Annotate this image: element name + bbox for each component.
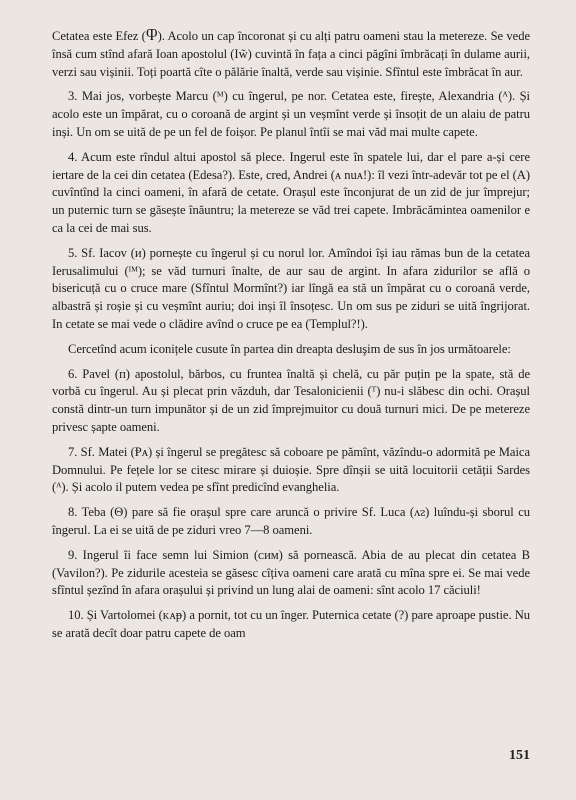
paragraph-10: 10. Și Vartolomei (ᴋᴀᵽ) a pornit, tot cu un înger. Puternica cetate (?) pare aproape pustie. Nu se arată decît doar patru capete de oam bbox=[52, 608, 530, 640]
page-body-text bbox=[52, 28, 530, 643]
paragraph-2: 3. Mai jos, vorbește Marcu (ᴹ) cu îngerul, pe nor. Cetatea este, firește, Alexandria (ᴬ). Și acolo este un împărat, cu o coroană de argint și un veșmînt verde și însoțit de un alaiu de patru inși. Un om se uită de pe un fel de foișor. Pe planul întîi se mai văd mai multe capete. bbox=[52, 89, 530, 139]
paragraph-7: 7. Sf. Matei (Ᵽᴀ) și îngerul se pregătesc să coboare pe pămînt, văzîndu-o adormită pe Maica Domnului. Pe fețele lor se citesc mirare și duioșie. Spre dînșii se uită locuitorii cetății Sardes (ᴬ). Și acolo il putem vedea pe sfînt predicînd evanghelia. bbox=[52, 444, 530, 495]
paragraph-3: 4. Acum este rîndul altui apostol să plece. Ingerul este în spatele lui, dar el pare a-și cere iertare de la cei din cetatea (Edesa?). Este, cred, Andrei (ᴀ nuᴀ!): îl vezi într-adevăr tot pe el (A) cuvîntînd la cinci oameni, în afară de cetate. Orașul este înconjurat de un zid de jur împrejur; un puternic turn se găsește înăuntru; la metereze se văd trei capete. Imbrăcămintea oamenilor e ca la cei de mai sus. bbox=[52, 149, 530, 235]
paragraph-6: 6. Pavel (ᴨ) apostolul, bărbos, cu fruntea înaltă și chelă, cu păr puțin pe la spate, stă de vorbă cu îngerul. Au și plecat prin văzduh, dar Tesalonicienii (ᵀ) nu-i slăbesc din ochi. Orașul constă dintr-un turn impunător și de un zid împrejmuitor cu două turnuri mici. De pe metereze privesc șapte oameni. bbox=[52, 366, 530, 434]
paragraph-9: 9. Ingerul îi face semn lui Simion (ᴄᴎᴍ) să pornească. Abia de au plecat din cetatea B (Vavilon?). Pe zidurile acesteia se găsesc cîțiva oameni care arată cu mîna spre ei. Se mai vede sfîntul șezînd în afara orașului și privind un lung alai de oameni: sînt acolo 17 căciuli! bbox=[52, 547, 530, 598]
paragraph-8: 8. Teba (Θ) pare să fie orașul spre care aruncă o privire Sf. Luca (ᴧᴤ) luîndu-și sborul cu îngerul. La ei se uită de pe ziduri vreo 7—8 oameni. bbox=[52, 505, 530, 537]
paragraph-1: Cetatea este Efez (Ⴔ). Acolo un cap încoronat și cu alți patru oameni stau la metereze. Se vede însă cum stînd afară Ioan apostolul (Iw̃) cuvintă în fața a cinci păgîni îmbrăcați în dulame aurii, verzi sau vișinii. Toți poartă cîte o pălărie înaltă, verde sau vișinie. Sfîntul este îmbrăcat în aur. bbox=[52, 29, 530, 79]
paragraph-4: 5. Sf. Iacov (ᴎ) pornește cu îngerul și cu norul lor. Amîndoi își iau rămas bun de la cetatea Ierusalimului (ᴵᴹ); se văd turnuri înalte, de aur sau de argint. In afara zidurilor se află o bisericuță cu o cruce mare (Sfîntul Mormînt?) iar lîngă ea stă un împărat cu o coroană verde, albastră și roșie și cu veșmînt auriu; doi inși îl însoțesc. Un om sus pe ziduri se uită îngrijorat. In cetate se mai vede o clădire avînd o cruce pe ea (Templul?!). bbox=[52, 245, 530, 331]
page-number: 151 bbox=[509, 748, 530, 763]
paragraph-5: Cercetînd acum iconițele cusute în partea din dreapta desluşim de sus în jos următoarele: bbox=[68, 341, 511, 356]
